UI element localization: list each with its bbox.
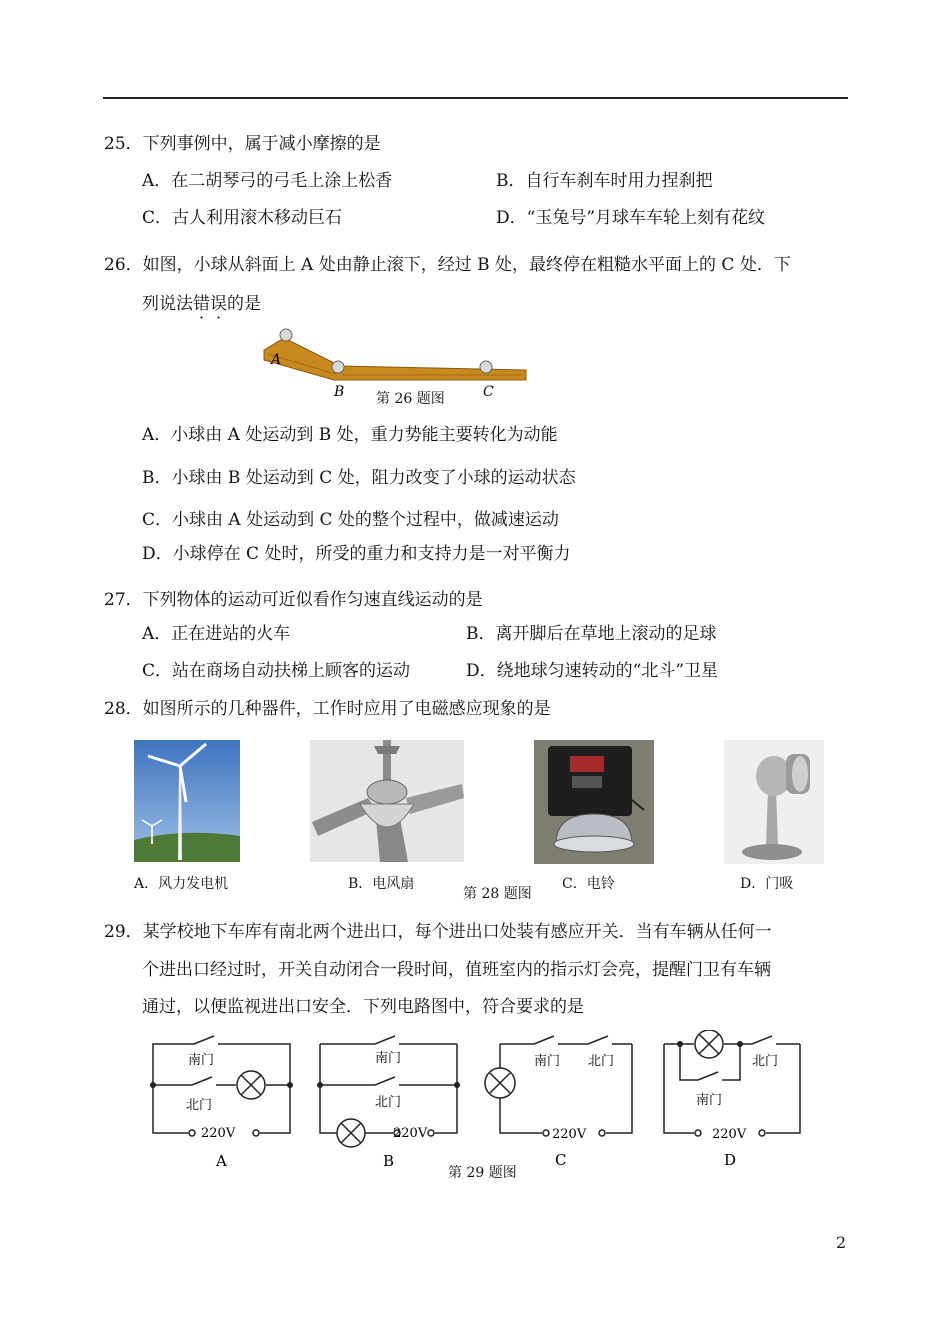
q25-option-c[interactable]: C．古人利用滚木移动巨石	[142, 208, 343, 228]
wire-series-switches	[500, 1036, 632, 1044]
ball-at-b	[332, 361, 344, 373]
fan-canopy	[374, 746, 400, 754]
q25-option-d[interactable]: D．“玉兔号”月球车车轮上刻有花纹	[496, 208, 766, 228]
label-voltage: 220V	[712, 1127, 747, 1142]
q26-stem-line1: 26．如图，小球从斜面上 A 处由静止滚下，经过 B 处，最终停在粗糙水平面上的 C 处．下	[104, 255, 791, 275]
doorstop-highlight	[792, 756, 808, 792]
label-voltage: 220V	[552, 1127, 587, 1142]
junction	[150, 1082, 156, 1088]
label-north: 北门	[186, 1098, 213, 1113]
q28-figure-caption: 第 28 题图	[463, 886, 532, 902]
q29-line3: 通过，以便监视进出口安全．下列电路图中，符合要求的是	[142, 997, 584, 1017]
bell-rim	[554, 836, 634, 852]
option-label-b: B	[383, 1152, 395, 1170]
label-north: 北门	[375, 1095, 402, 1110]
terminal	[253, 1130, 259, 1136]
doorstop-stem	[766, 790, 778, 844]
label-voltage: 220V	[393, 1126, 428, 1141]
label-south: 南门	[696, 1093, 723, 1108]
q26-option-a[interactable]: A．小球由 A 处运动到 B 处，重力势能主要转化为动能	[142, 425, 558, 445]
terminal	[695, 1130, 701, 1136]
ball-at-c	[480, 361, 492, 373]
electric-bell-image[interactable]	[534, 740, 654, 864]
q26-stem-prefix: 列说法	[142, 294, 193, 314]
terminal	[428, 1130, 434, 1136]
q28-caption-c: C．电铃	[562, 876, 615, 892]
label-voltage: 220V	[201, 1126, 236, 1141]
header-rule	[103, 97, 848, 99]
label-south: 南门	[534, 1054, 561, 1069]
page-number: 2	[836, 1233, 847, 1252]
wire	[664, 1044, 694, 1133]
q27-option-a[interactable]: A．正在进站的火车	[142, 624, 291, 644]
label-south: 南门	[188, 1053, 215, 1068]
q26-stem-line2	[142, 293, 261, 315]
fan-motor	[367, 780, 407, 804]
junction	[677, 1041, 683, 1047]
wire-north-branch	[153, 1077, 290, 1085]
label-c: C	[483, 384, 494, 400]
wire	[260, 1085, 290, 1133]
q25-option-b[interactable]: B．自行车刹车时用力捏刹把	[496, 171, 713, 191]
terminal	[189, 1130, 195, 1136]
circuit-d[interactable]	[654, 1030, 810, 1172]
option-label-d: D	[724, 1151, 737, 1169]
q27-option-d[interactable]: D．绕地球匀速转动的“北斗”卫星	[466, 661, 719, 681]
ceiling-fan-image[interactable]	[310, 740, 464, 862]
q27-option-c[interactable]: C．站在商场自动扶梯上顾客的运动	[142, 661, 411, 681]
terminal	[543, 1130, 549, 1136]
grass-hill	[134, 833, 240, 862]
q26-option-c[interactable]: C．小球由 A 处运动到 C 处的整个过程中，做减速运动	[142, 510, 559, 530]
circuit-a[interactable]	[146, 1030, 302, 1172]
circuit-c[interactable]	[482, 1030, 638, 1172]
q26-emph-char-1: 错	[193, 294, 210, 314]
q29-line1: 29．某学校地下车库有南北两个进出口，每个进出口处装有感应开关．当有车辆从任何一	[104, 922, 772, 942]
wire-south-switch	[153, 1036, 290, 1085]
q28-caption-b: B．电风扇	[348, 876, 415, 892]
junction	[317, 1082, 323, 1088]
junction	[737, 1041, 743, 1047]
label-south: 南门	[375, 1051, 402, 1066]
q25-stem: 25．下列事例中，属于减小摩擦的是	[104, 134, 381, 154]
wire-north-switch	[320, 1077, 457, 1085]
q26-option-d[interactable]: D．小球停在 C 处时，所受的重力和支持力是一对平衡力	[142, 544, 571, 564]
q26-stem-suffix: 的是	[227, 294, 261, 314]
door-stop-image[interactable]	[724, 740, 824, 864]
doorstop-base	[742, 844, 802, 860]
bell-plate	[572, 776, 602, 788]
q26-emph-char-2: 误	[210, 294, 227, 314]
junction	[454, 1082, 460, 1088]
q27-stem: 27．下列物体的运动可近似看作匀速直线运动的是	[104, 590, 483, 610]
q28-caption-d: D．门吸	[740, 876, 794, 892]
terminal	[759, 1130, 765, 1136]
q29-line2: 个进出口经过时，开关自动闭合一段时间，值班室内的指示灯会亮，提醒门卫有车辆	[142, 960, 771, 980]
q27-option-b[interactable]: B．离开脚后在草地上滚动的足球	[466, 624, 717, 644]
q29-figure-caption: 第 29 题图	[448, 1165, 517, 1181]
label-north: 北门	[588, 1054, 615, 1069]
junction	[287, 1082, 293, 1088]
label-a: A	[271, 352, 282, 368]
wire	[435, 1044, 457, 1133]
label-north: 北门	[752, 1054, 779, 1069]
terminal	[599, 1130, 605, 1136]
wire	[153, 1085, 188, 1133]
wind-turbine-image[interactable]	[134, 740, 240, 862]
incline-board	[264, 338, 526, 380]
ball-at-a	[280, 329, 292, 341]
q25-option-a[interactable]: A．在二胡琴弓的弓毛上涂上松香	[142, 171, 393, 191]
q26-figure-caption: 第 26 题图	[376, 391, 445, 407]
wire-south-switch	[320, 1036, 457, 1044]
q26-option-b[interactable]: B．小球由 B 处运动到 C 处，阻力改变了小球的运动状态	[142, 468, 576, 488]
q28-stem: 28．如图所示的几种器件，工作时应用了电磁感应现象的是	[104, 699, 551, 719]
label-b: B	[334, 384, 345, 400]
bell-label	[570, 756, 604, 772]
option-label-a: A	[216, 1152, 227, 1170]
wire-lamp-north	[664, 1036, 800, 1044]
circuit-b[interactable]	[313, 1030, 469, 1172]
q28-caption-a: A．风力发电机	[134, 876, 229, 892]
option-label-c: C	[555, 1151, 567, 1169]
wire	[320, 1044, 337, 1133]
